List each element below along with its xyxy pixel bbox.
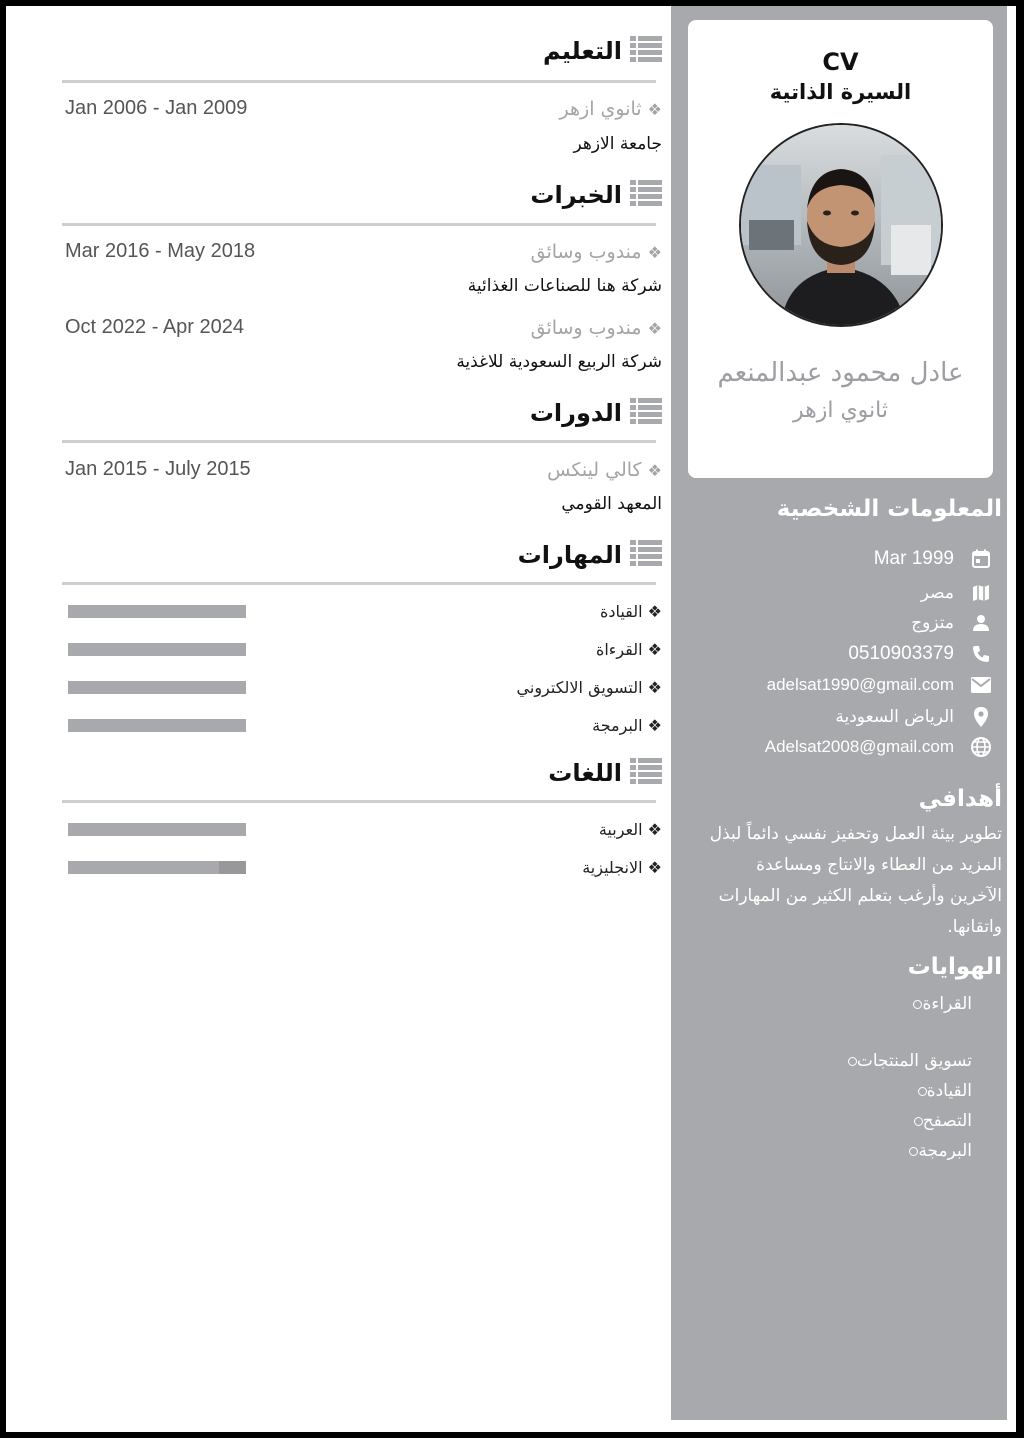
info-row-website [702, 734, 992, 760]
phone-icon [970, 643, 992, 665]
info-row-country [702, 580, 992, 606]
bullet-icon [918, 1087, 927, 1096]
skill-bar [68, 719, 246, 732]
skill-bar [68, 605, 246, 618]
skill-bar [68, 681, 246, 694]
list-icon [630, 540, 662, 570]
experience-heading: الخبرات [530, 181, 622, 209]
bullet-icon [913, 1000, 922, 1009]
languages-heading: اللغات [548, 759, 622, 787]
hobby-item: التصفح [900, 1111, 972, 1131]
language-bar [68, 823, 246, 836]
language-label: ❖ الانجليزية [582, 858, 662, 877]
experience-section-header [530, 180, 662, 210]
experience-title: ❖ مندوب وسائق [530, 241, 662, 263]
location-icon [970, 706, 992, 728]
section-divider [62, 80, 656, 83]
info-row-phone [702, 641, 992, 667]
hobbies-heading: الهوايات [907, 954, 1002, 980]
cv-subtitle: السيرة الذاتية [769, 80, 912, 104]
hobby-item: البرمجة [895, 1141, 972, 1161]
list-icon [630, 758, 662, 788]
info-country: مصر [920, 583, 954, 603]
list-icon [630, 36, 662, 66]
list-icon [630, 180, 662, 210]
bullet-icon [909, 1147, 918, 1156]
bullet-icon [914, 1117, 923, 1126]
person-icon [970, 612, 992, 634]
hobby-item: القيادة [904, 1081, 972, 1101]
person-title: ثانوي ازهر [792, 398, 888, 423]
section-divider [62, 223, 656, 226]
info-birthdate: Mar 1999 [873, 548, 954, 569]
objectives-heading: أهدافي [918, 786, 1002, 812]
profile-photo [739, 123, 943, 327]
course-place: المعهد القومي [561, 494, 662, 514]
bullet-icon [848, 1057, 857, 1066]
info-email: adelsat1990@gmail.com [766, 675, 954, 694]
resume-page [6, 6, 1016, 1432]
language-label: ❖ العربية [598, 820, 662, 839]
experience-dates: Mar 2016 - May 2018 [65, 240, 256, 262]
education-heading: التعليم [543, 37, 622, 65]
skill-label: ❖ القيادة [599, 602, 662, 621]
info-marital-status: متزوج [911, 613, 954, 633]
experience-title: ❖ مندوب وسائق [530, 317, 662, 339]
hobby-item: القراءة [899, 994, 972, 1014]
info-row-birthdate [702, 546, 992, 572]
info-address: الرياض السعودية [835, 707, 954, 727]
skill-label: ❖ التسويق الالكتروني [516, 678, 662, 697]
section-divider [62, 800, 656, 803]
info-row-email [702, 672, 992, 698]
language-bar [68, 861, 246, 874]
education-section-header [543, 36, 662, 66]
skills-heading: المهارات [517, 541, 622, 569]
profile-card [688, 20, 993, 478]
skill-label: ❖ القرءاة [595, 640, 662, 659]
skill-bar [68, 643, 246, 656]
education-title: ❖ ثانوي ازهر [559, 98, 662, 120]
personal-info-heading: المعلومات الشخصية [776, 496, 1002, 522]
info-row-marital [702, 610, 992, 636]
education-dates: Jan 2006 - Jan 2009 [65, 97, 248, 119]
email-icon [970, 674, 992, 696]
courses-heading: الدورات [529, 399, 622, 427]
languages-section-header [548, 758, 662, 788]
section-divider [62, 582, 656, 585]
person-name: عادل محمود عبدالمنعم [717, 358, 964, 388]
experience-place: شركة الربيع السعودية للاغذية [456, 352, 662, 372]
calendar-icon [970, 548, 992, 570]
globe-icon [970, 736, 992, 758]
experience-place: شركة هنا للصناعات الغذائية [467, 276, 662, 296]
skills-section-header [518, 540, 662, 570]
course-title: ❖ كالي لينكس [547, 459, 662, 481]
skill-label: ❖ البرمجة [592, 716, 662, 735]
hobby-item: تسويق المنتجات [834, 1051, 972, 1071]
section-divider [62, 440, 656, 443]
profile-photo-image [741, 125, 941, 325]
info-website: Adelsat2008@gmail.com [764, 737, 954, 756]
cv-label: CV [822, 48, 859, 76]
info-phone: 0510903379 [848, 643, 954, 664]
info-row-address [702, 704, 992, 730]
course-dates: Jan 2015 - July 2015 [65, 458, 251, 480]
courses-section-header [530, 398, 662, 428]
education-place: جامعة الازهر [573, 134, 662, 154]
list-icon [630, 398, 662, 428]
objectives-text: تطوير بيئة العمل وتحفيز نفسي دائماً لبذل المزيد من العطاء والانتاج ومساعدة الآخرين وأرغب بتعلم الكثير من المهارات واتقانها. [709, 824, 1002, 937]
experience-dates: Oct 2022 - Apr 2024 [65, 316, 245, 338]
map-icon [970, 582, 992, 604]
